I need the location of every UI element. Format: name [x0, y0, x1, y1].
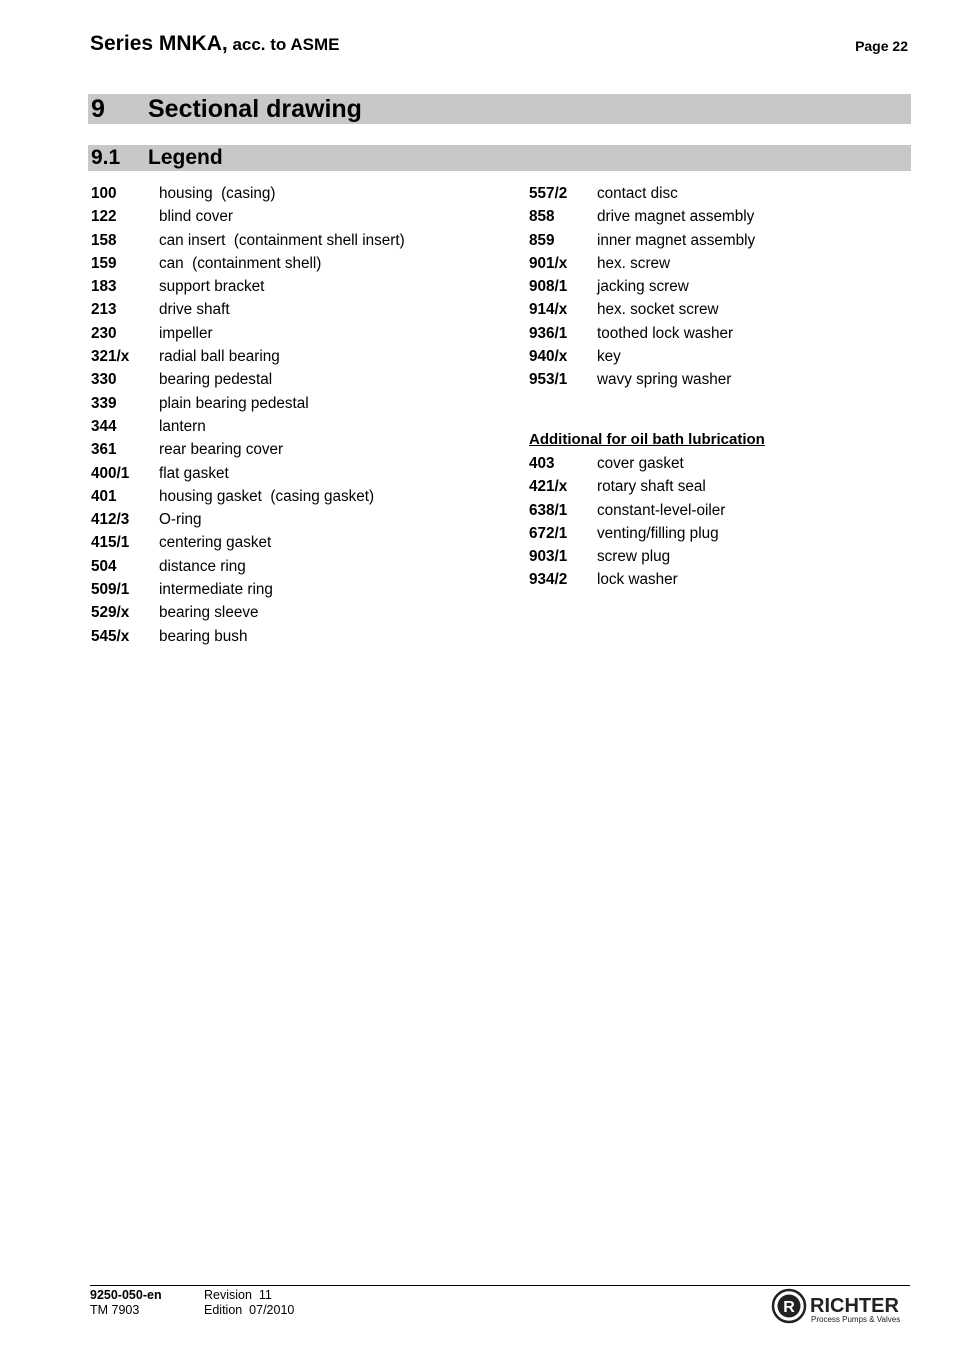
part-description: rotary shaft seal [597, 478, 706, 496]
section-heading [88, 94, 911, 124]
series-main: Series MNKA, [90, 32, 228, 55]
logo-text: RICHTER [810, 1295, 899, 1317]
part-description: centering gasket [159, 534, 272, 552]
part-description: constant-level-oiler [597, 501, 726, 519]
part-description: bearing pedestal [159, 371, 273, 389]
part-description: blind cover [159, 208, 233, 226]
logo-tagline: Process Pumps & Valves [811, 1315, 901, 1324]
part-description: jacking screw [597, 278, 689, 296]
part-number: 557/2 [529, 185, 568, 202]
part-number: 421/x [529, 478, 568, 496]
part-number: 936/1 [529, 324, 568, 342]
oil-bath-heading: Additional for oil bath lubrication [529, 431, 765, 448]
part-number: 529/x [91, 604, 130, 622]
part-number: 361 [91, 441, 117, 459]
part-description: key [597, 348, 621, 366]
part-description: cover gasket [597, 455, 684, 472]
footer-revision: Revision 11 [204, 1288, 272, 1302]
footer-doc-number: 9250-050-en [90, 1288, 162, 1302]
part-number: 400/1 [91, 464, 130, 482]
part-description: screw plug [597, 548, 671, 566]
part-number: 158 [91, 231, 117, 249]
part-number: 230 [91, 324, 117, 342]
subsection-number: 9.1 [91, 146, 121, 169]
part-description: support bracket [159, 278, 265, 296]
part-number: 908/1 [529, 278, 568, 296]
part-number: 100 [91, 185, 117, 202]
part-number: 509/1 [91, 581, 130, 599]
part-number: 545/x [91, 627, 130, 645]
subsection-heading [88, 145, 911, 171]
part-description: intermediate ring [159, 581, 273, 599]
part-number: 412/3 [91, 511, 130, 529]
part-description: hex. screw [597, 254, 671, 272]
part-description: housing gasket (casing gasket) [159, 487, 375, 505]
part-number: 330 [91, 371, 117, 389]
document-series-title [90, 32, 340, 56]
part-description: O-ring [159, 511, 202, 529]
logo-mark: R [783, 1299, 795, 1316]
part-number: 415/1 [91, 534, 130, 552]
part-description: lantern [159, 417, 206, 435]
part-number: 914/x [529, 301, 568, 319]
part-description: plain bearing pedestal [159, 394, 309, 412]
footer-edition: Edition 07/2010 [204, 1303, 295, 1317]
part-description: can (containment shell) [159, 254, 322, 272]
subsection-title: Legend [148, 146, 223, 169]
part-description: rear bearing cover [159, 441, 284, 459]
part-number: 339 [91, 394, 117, 412]
part-number: 122 [91, 208, 117, 226]
part-number: 940/x [529, 348, 568, 366]
part-description: housing (casing) [159, 185, 276, 202]
series-sub: acc. to ASME [227, 35, 340, 54]
part-description: radial ball bearing [159, 348, 280, 366]
footer-tm: TM 7903 [90, 1303, 140, 1317]
part-description: hex. socket screw [597, 301, 719, 319]
part-number: 183 [91, 278, 117, 296]
part-description: bearing bush [159, 627, 248, 645]
part-number: 401 [91, 487, 117, 505]
section-number: 9 [91, 95, 105, 123]
footer-divider [90, 1285, 910, 1286]
part-description: bearing sleeve [159, 604, 259, 622]
part-number: 159 [91, 254, 117, 272]
page-number: Page 22 [855, 38, 908, 54]
part-number: 903/1 [529, 548, 568, 566]
part-number: 213 [91, 301, 117, 319]
part-number: 858 [529, 208, 555, 226]
part-description: drive magnet assembly [597, 208, 755, 226]
part-number: 934/2 [529, 571, 568, 589]
part-description: distance ring [159, 557, 246, 575]
part-number: 321/x [91, 348, 130, 366]
part-number: 638/1 [529, 501, 568, 519]
part-number: 953/1 [529, 371, 568, 389]
part-description: drive shaft [159, 301, 230, 319]
part-number: 344 [91, 417, 117, 435]
part-description: venting/filling plug [597, 524, 719, 542]
richter-logo [770, 1287, 910, 1327]
part-number: 859 [529, 231, 555, 249]
part-description: contact disc [597, 185, 678, 202]
part-description: lock washer [597, 571, 678, 589]
part-number: 504 [91, 557, 117, 575]
part-number: 672/1 [529, 524, 568, 542]
part-description: inner magnet assembly [597, 231, 756, 249]
part-number: 901/x [529, 254, 568, 272]
part-description: flat gasket [159, 464, 229, 482]
part-number: 403 [529, 455, 555, 472]
part-description: wavy spring washer [597, 371, 732, 389]
section-title: Sectional drawing [148, 95, 362, 123]
part-description: impeller [159, 324, 213, 342]
part-description: toothed lock washer [597, 324, 734, 342]
part-description: can insert (containment shell insert) [159, 231, 405, 249]
